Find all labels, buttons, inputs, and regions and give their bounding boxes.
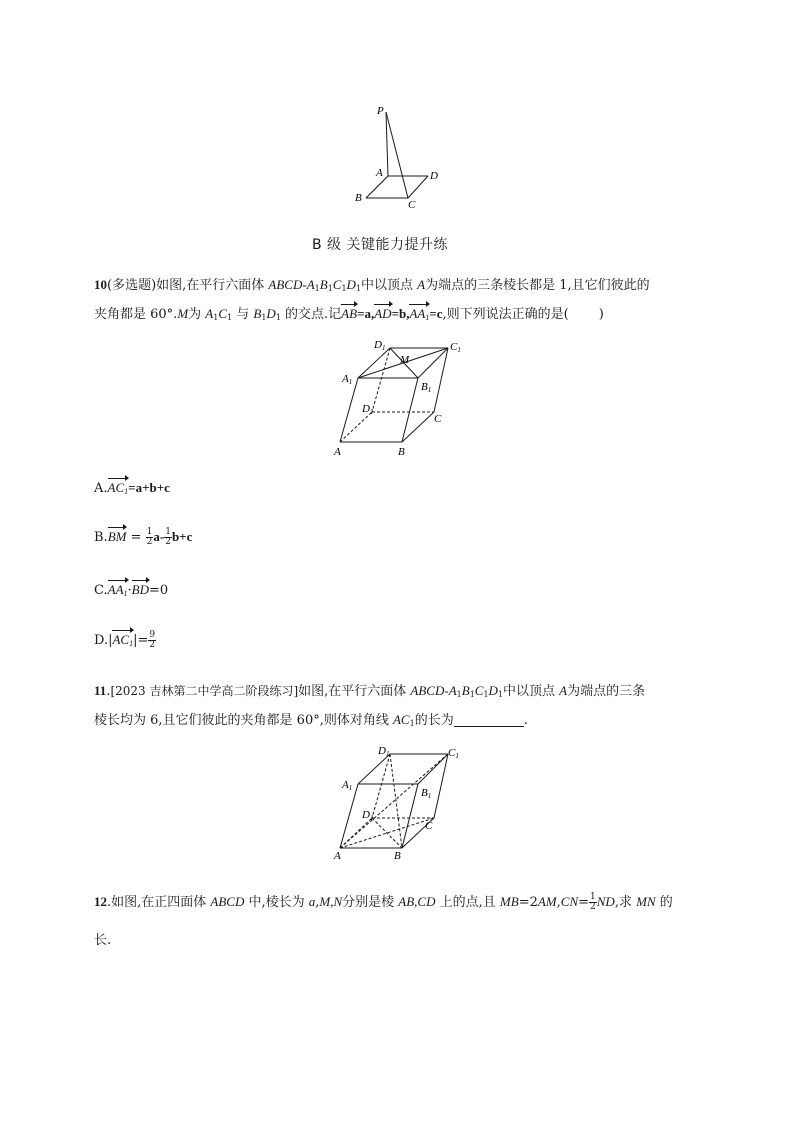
label-a: A (334, 446, 341, 458)
label-a: A (376, 167, 383, 179)
q10-option-a[interactable]: $A.AC_1=a+b+c$ (94, 478, 170, 502)
label-d: D (430, 170, 438, 182)
figure-parallelepiped-2 (328, 742, 468, 868)
figure-parallelepiped-1 (328, 336, 468, 462)
label-m: M (400, 354, 410, 366)
q11-line2: 棱长均为 6,且它们彼此的夹角都是 60°,则体对角线 $AC_1$的长为 . (94, 712, 528, 728)
label-d: D1 (362, 809, 374, 822)
q10-line1: 10(多选题)如图,在平行六面体 ABCD-$A_1B_1C_1D_1$中以顶点 A为端点的三条棱长都是 1,且它们彼此的 (94, 277, 650, 293)
q10-option-b[interactable]: B.BM = $\frac{1}{2}$ a- $\frac{1}{2}$ b+c (94, 527, 193, 547)
q10-tag: (多选题) (107, 278, 157, 293)
label-c: C (408, 199, 416, 210)
q11-number: 11 (94, 683, 107, 698)
section-title: B 级 关键能力提升练 (312, 237, 449, 253)
q11-line1: 11.[2023 吉林第二中学高二阶段练习]如图,在平行六面体 ABCD-$A_1B_1C_1D_1$中以顶点 A为端点的三条 (94, 683, 646, 699)
figure-pyramid (350, 100, 450, 210)
q12-line1: 12.如图,在正四面体 ABCD 中,棱长为 a,M,N分别是棱 AB,CD 上的点,且 MB=2AM,CN= $\frac{1}{2}$ ND,求 MN 的 (94, 892, 673, 912)
label-d1: D1 (378, 745, 390, 758)
label-c1: C1 (450, 341, 461, 354)
label-c1: C1 (448, 747, 459, 760)
label-b1: B1 (421, 381, 432, 394)
label-b1: B1 (421, 787, 432, 800)
label-b: B (355, 192, 362, 204)
q11-answer-blank[interactable] (454, 713, 524, 727)
label-c: C (425, 820, 433, 832)
q10-number: 10 (94, 277, 107, 292)
q10-option-c[interactable]: $C.AA_1\cdot BD=0$ (94, 580, 168, 604)
label-a: A (334, 850, 341, 862)
q12-number: 12 (94, 894, 107, 909)
q11-source: [2023 吉林第二中学高二阶段练习] (110, 684, 299, 698)
q12-line2: 长. (94, 933, 112, 948)
label-d1: D1 (374, 339, 386, 352)
label-c: C (434, 413, 442, 425)
label-a1: A1 (342, 779, 353, 792)
label-p: P (377, 105, 384, 117)
label-a1: A1 (342, 373, 353, 386)
label-b: B (398, 446, 405, 458)
label-d: D1 (362, 403, 374, 416)
label-b: B (394, 850, 401, 862)
q10-option-d[interactable]: $D.|AC_1|=$ $\frac{9}{2}$ (94, 630, 156, 654)
q10-line2: 夹角都是 60°.M为 $A_1C_1$ 与 $B_1D_1$ 的交点.记$AB=a,AD=b,AA_1=c$,则下列说法正确的是( ) (94, 304, 604, 328)
